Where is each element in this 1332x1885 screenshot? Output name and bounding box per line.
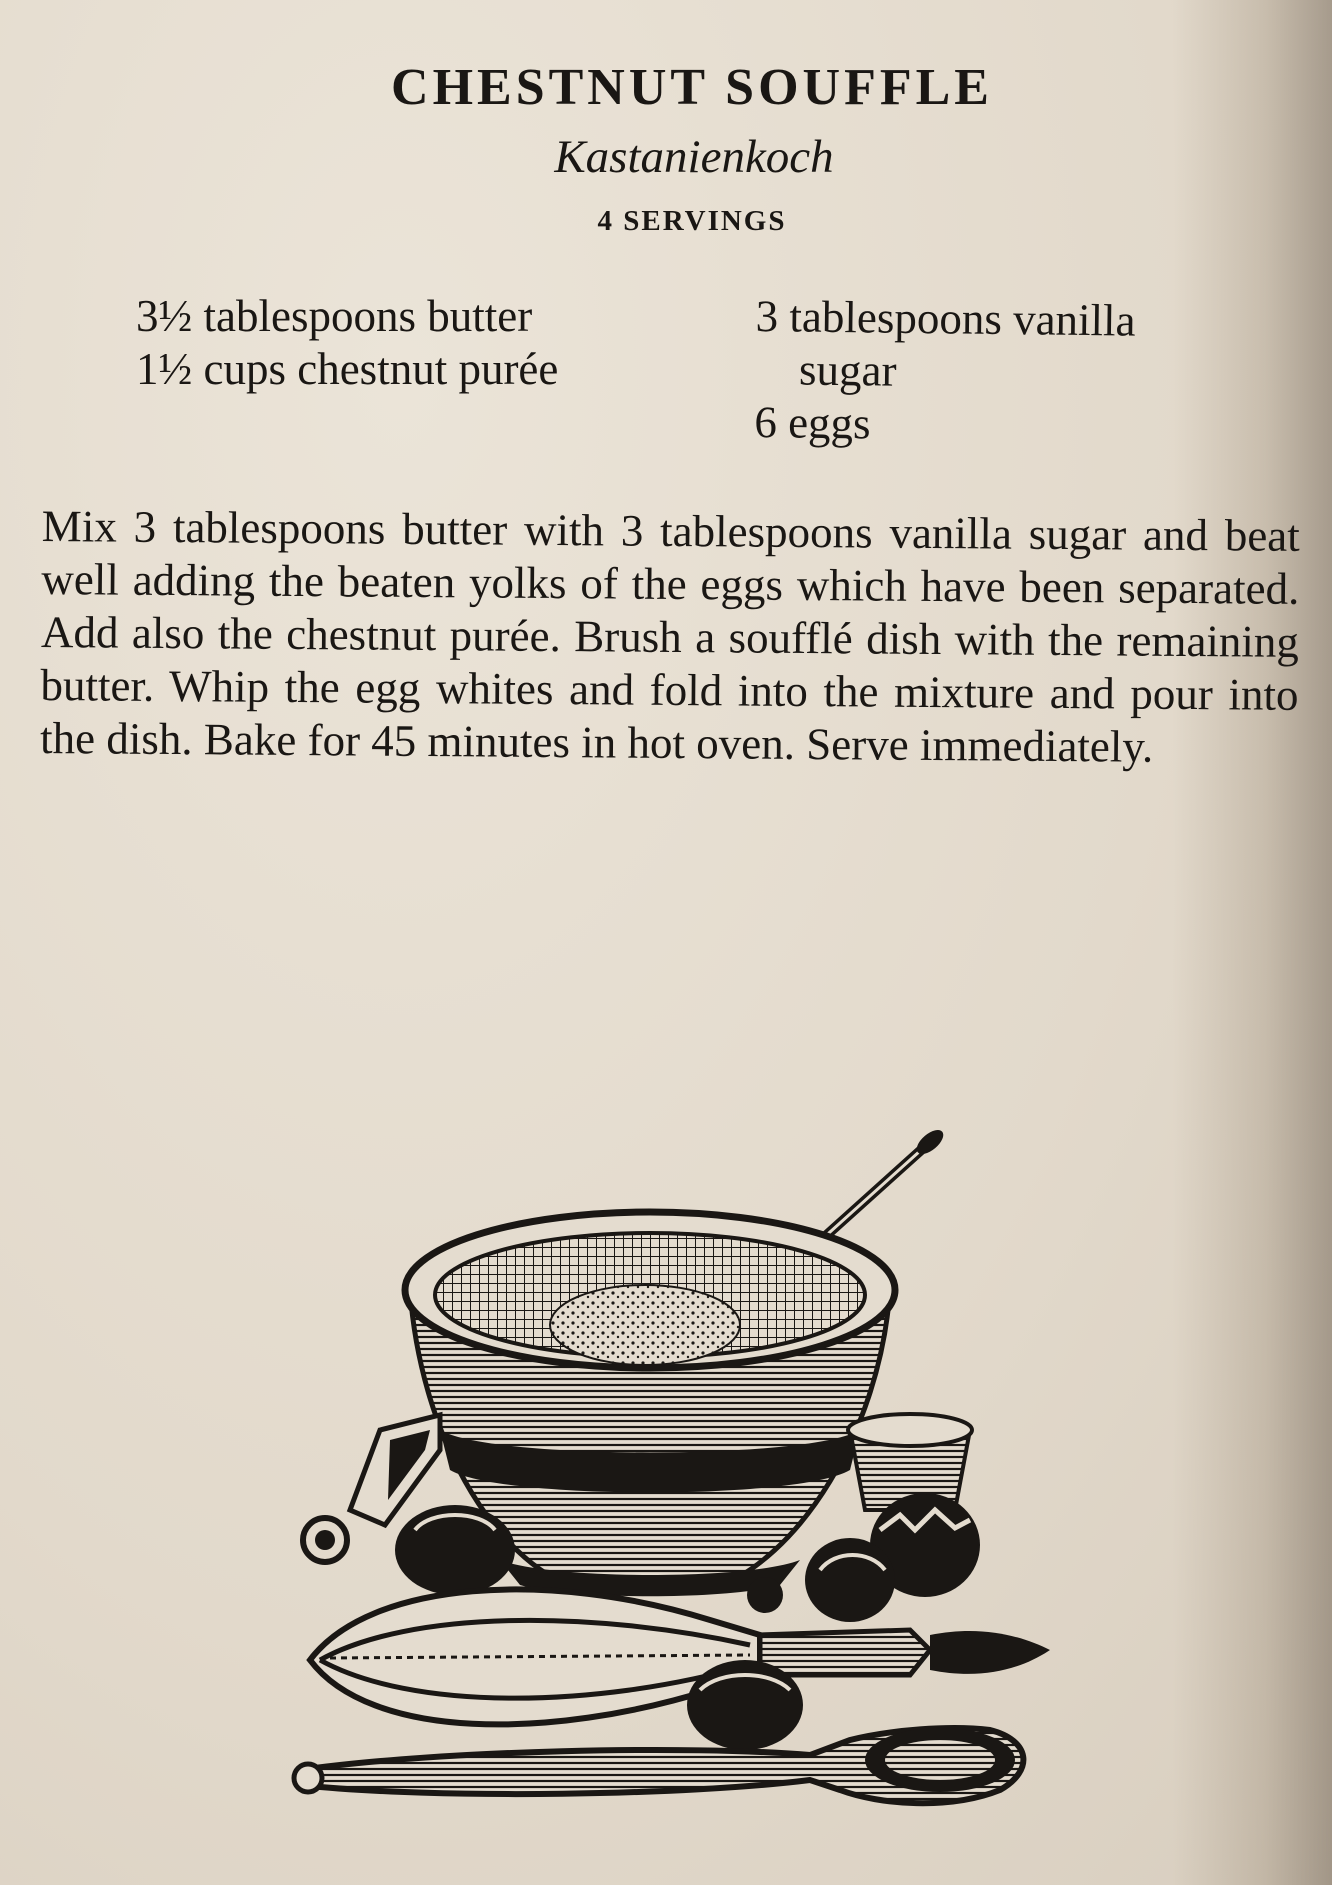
- ingredient-item: 3 tablespoons vanilla: [755, 290, 1136, 346]
- ingredient-item: 3½ tablespoons butter: [136, 291, 533, 341]
- whisk-icon: [310, 1589, 1050, 1724]
- egg-icon: [395, 1505, 515, 1595]
- mixing-bowl-whisk-spoon-eggs-illustration: [290, 1130, 1110, 1830]
- recipe-servings: 4 SERVINGS: [597, 205, 787, 237]
- recipe-method: Mix 3 tablespoons butter with 3 tablespoons vanilla sugar and beat well adding the beaten yolks of the eggs which have been separated. Add also the chestnut purée. Brush a soufflé dish with the remaining butter. Whip the egg whites and fold into the mixture and pour into the dish. Bake for 45 minutes in hot oven. Serve immediately.: [39, 500, 1300, 772]
- recipe-subtitle: Kastanienkoch: [554, 131, 834, 183]
- wooden-spoon-icon: [294, 1728, 1023, 1803]
- ingredients-left-column: [136, 290, 558, 396]
- ingredient-item-continuation: sugar: [798, 344, 897, 396]
- recipe-title: CHESTNUT SOUFFLE: [391, 59, 993, 116]
- ingredients-right-column: [754, 290, 1136, 454]
- ingredient-item: 1½ cups chestnut purée: [136, 344, 559, 394]
- ingredient-item: 6 eggs: [754, 396, 871, 449]
